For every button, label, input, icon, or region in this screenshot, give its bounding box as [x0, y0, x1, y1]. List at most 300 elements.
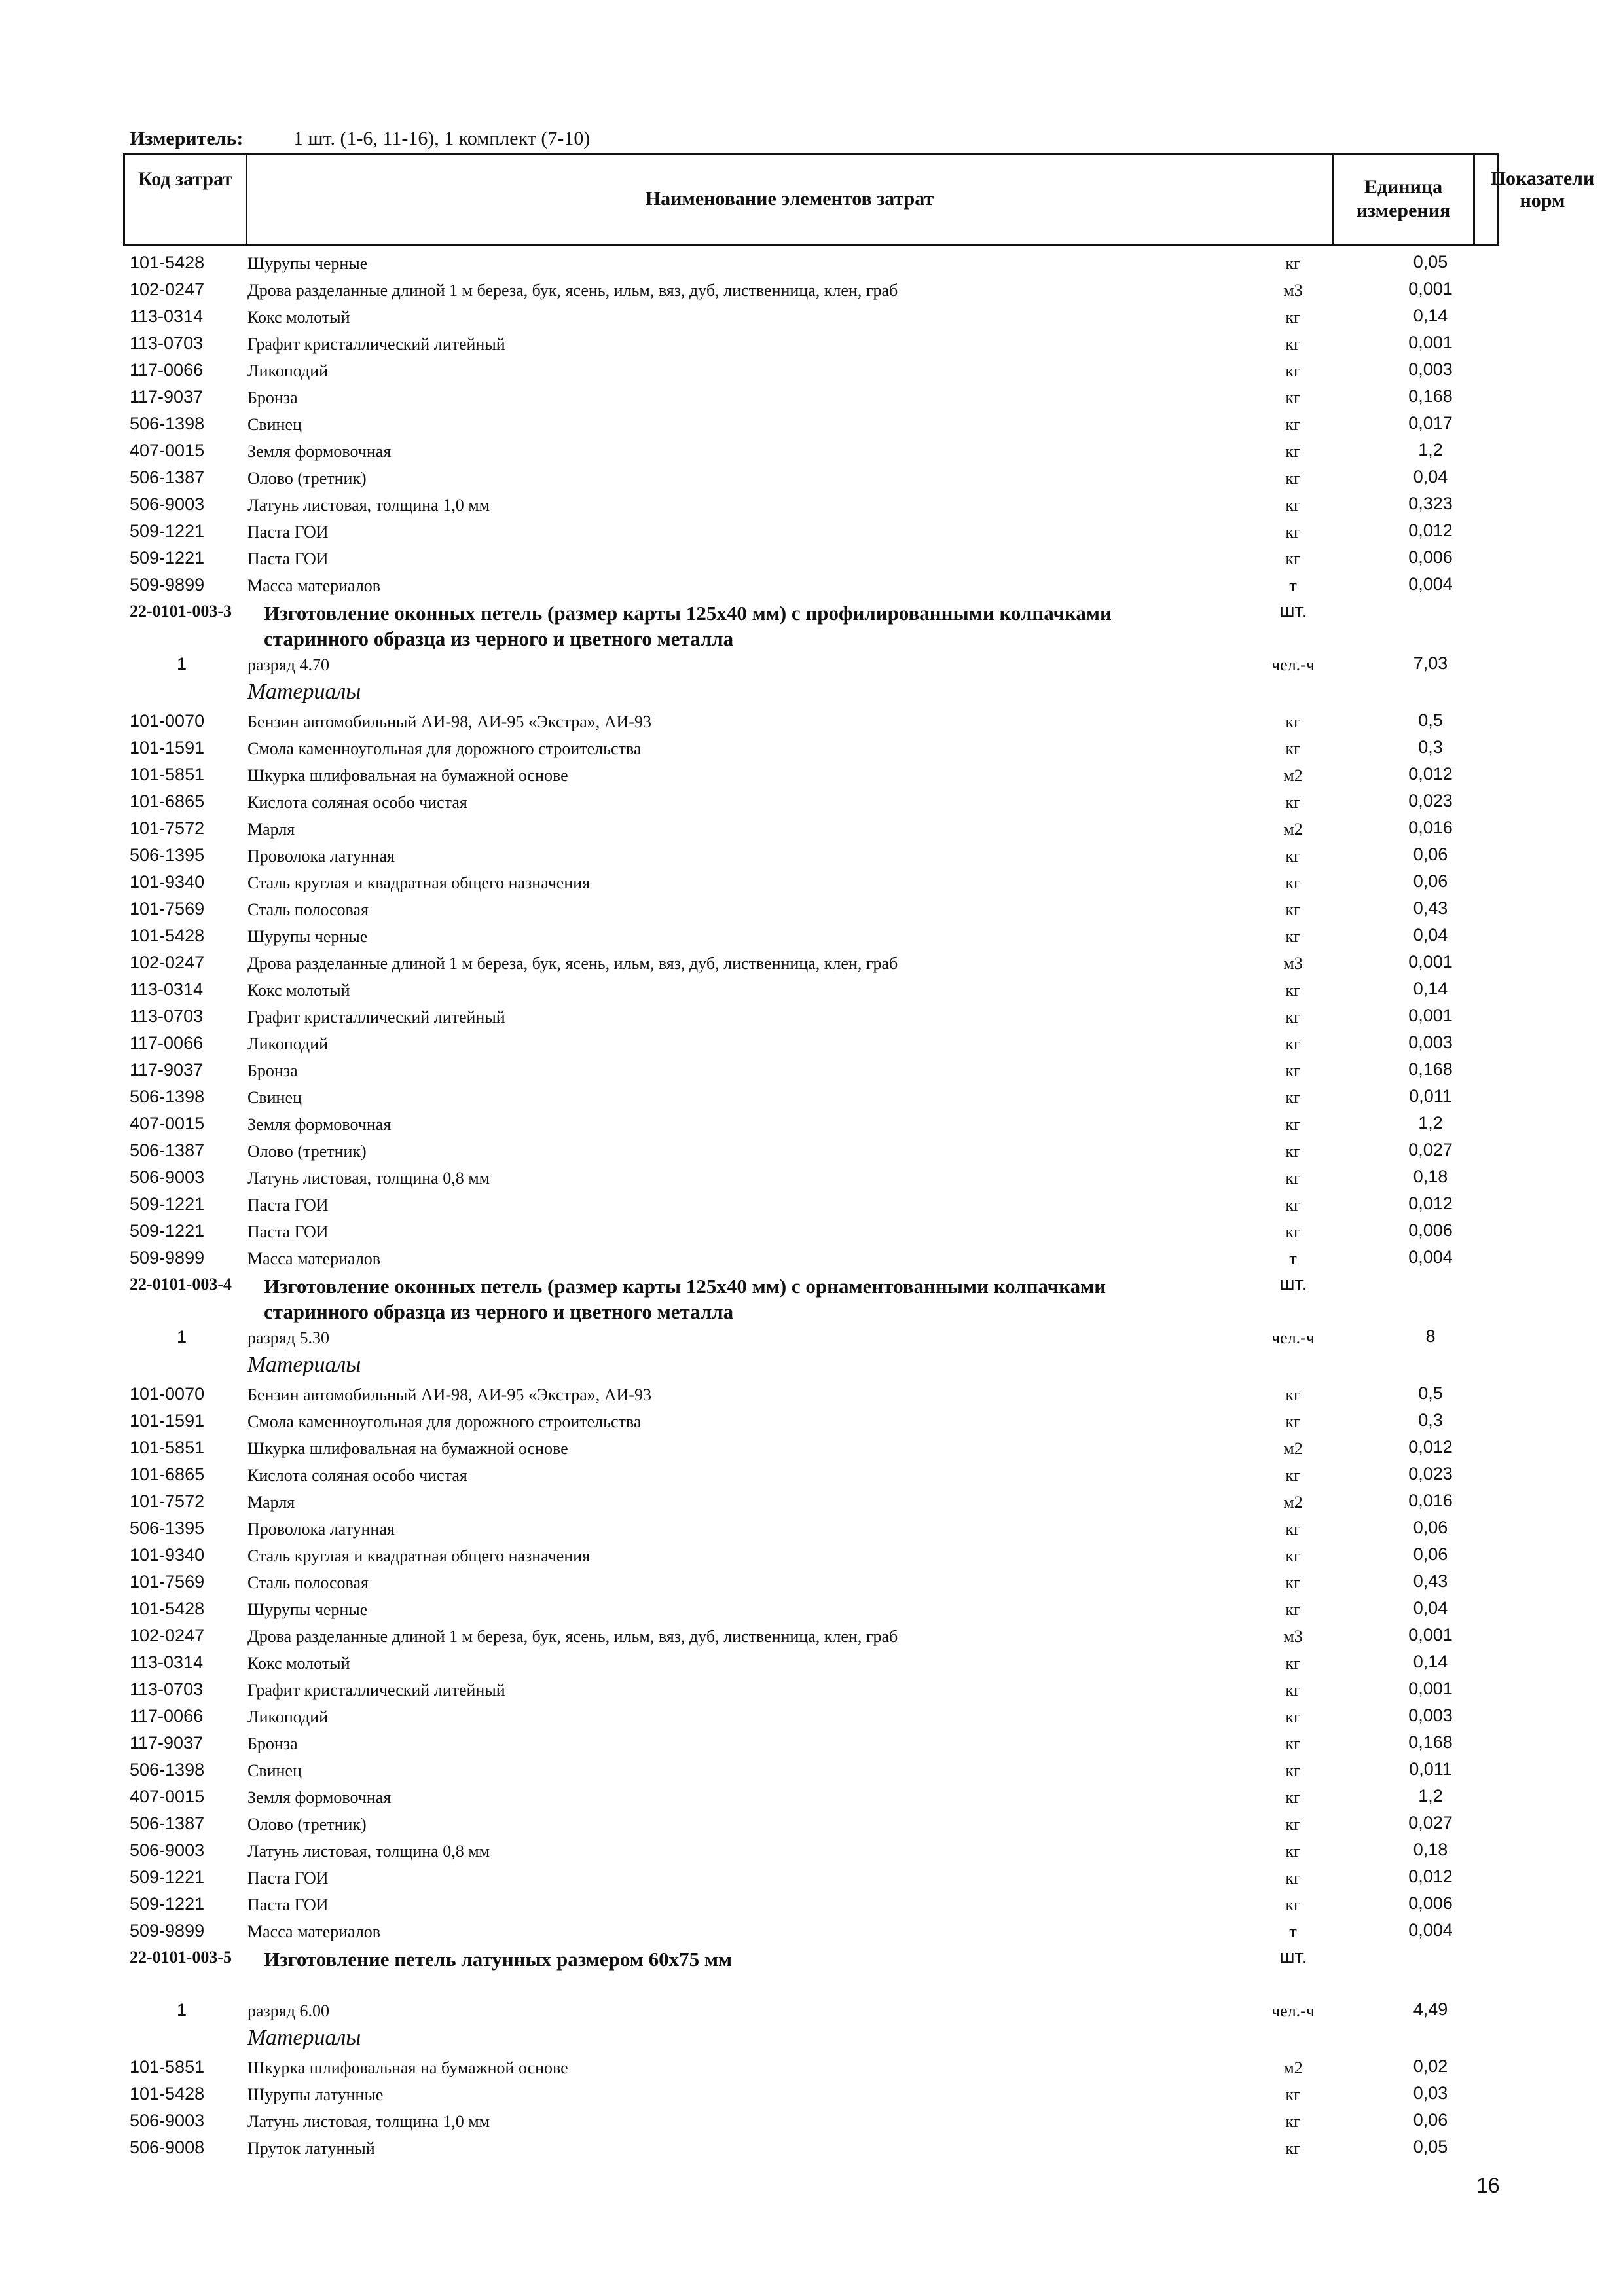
unit: кг [1285, 522, 1301, 541]
cost-code: 117-9037 [130, 1060, 204, 1080]
unit: кг [1285, 1761, 1301, 1780]
cost-code: 506-1398 [130, 414, 205, 433]
element-name: Шкурка шлифовальная на бумажной основе [247, 766, 568, 785]
cost-code: 22-0101-003-5 [130, 1948, 232, 1967]
norm-value: 0,5 [1418, 710, 1443, 730]
norm-value: 0,012 [1408, 520, 1453, 540]
unit: кг [1285, 847, 1301, 866]
table-row [0, 1890, 1623, 1917]
cost-code: 101-0070 [130, 1384, 205, 1404]
unit: кг [1285, 308, 1301, 327]
cost-code: 509-9899 [130, 1248, 205, 1267]
unit: шт. [1279, 1273, 1307, 1294]
element-name: Сталь полосовая [247, 900, 369, 919]
cost-code: 506-1387 [130, 467, 205, 487]
norm-value: 0,323 [1408, 494, 1453, 513]
element-name: Масса материалов [247, 1922, 381, 1941]
table-row [0, 1863, 1623, 1890]
element-name: Свинец [247, 415, 302, 434]
norm-value: 0,012 [1408, 1194, 1453, 1213]
norm-value: 0,168 [1408, 1059, 1453, 1079]
cost-code: 506-1398 [130, 1087, 205, 1106]
cost-code: 117-0066 [130, 360, 204, 380]
table-row [0, 356, 1623, 383]
table-row [0, 249, 1623, 276]
element-name: Земля формовочная [247, 1788, 392, 1807]
norm-value: 0,001 [1408, 279, 1453, 299]
table-body [0, 249, 1623, 2160]
cost-code: 113-0314 [130, 1652, 204, 1672]
section-header-row [0, 1944, 1623, 1996]
element-name: Кислота соляная особо чистая [247, 793, 467, 812]
table-row [0, 571, 1623, 598]
unit: кг [1285, 1681, 1301, 1700]
table-row [0, 788, 1623, 814]
unit: м3 [1283, 1627, 1303, 1646]
norm-value: 1,2 [1418, 440, 1443, 460]
cost-code: 506-9003 [130, 1167, 205, 1187]
unit: кг [1285, 549, 1301, 568]
cost-code: 101-5428 [130, 2084, 205, 2104]
unit: кг [1285, 1895, 1301, 1914]
element-name: Паста ГОИ [247, 1195, 329, 1214]
table-row [0, 1029, 1623, 1056]
element-name: Олово (третник) [247, 1815, 367, 1834]
table-row [0, 544, 1623, 571]
labor-row [0, 1323, 1623, 1350]
norm-value: 0,023 [1408, 1464, 1453, 1484]
norm-value: 0,04 [1413, 925, 1448, 945]
norm-value: 0,02 [1413, 2056, 1448, 2076]
norm-value: 0,012 [1408, 764, 1453, 784]
cost-code: 101-5851 [130, 2057, 205, 2077]
element-name: разряд 6.00 [247, 2001, 329, 2020]
unit: кг [1285, 927, 1301, 946]
element-name: Материалы [247, 680, 361, 704]
cost-code: 509-1221 [130, 1194, 205, 1214]
unit: кг [1285, 1788, 1301, 1807]
table-row [0, 1917, 1623, 1944]
table-row [0, 1836, 1623, 1863]
table-row [0, 437, 1623, 464]
element-name: Марля [247, 1493, 295, 1512]
header-name: Наименование элементов затрат [247, 155, 1334, 244]
unit: кг [1285, 2139, 1301, 2158]
unit: кг [1285, 1546, 1301, 1565]
cost-code: 509-1221 [130, 1894, 205, 1914]
norm-value: 0,011 [1409, 1759, 1452, 1779]
table-row [0, 1702, 1623, 1729]
element-name: Бронза [247, 1734, 298, 1753]
norm-value: 0,001 [1408, 1679, 1453, 1698]
unit: м3 [1283, 281, 1303, 300]
element-name: Кокс молотый [247, 981, 350, 1000]
unit: м2 [1283, 820, 1303, 839]
element-name: Бензин автомобильный АИ-98, АИ-95 «Экстра», АИ-93 [247, 712, 651, 731]
cost-code: 101-0070 [130, 711, 205, 731]
unit: шт. [1279, 1946, 1307, 1967]
table-row [0, 949, 1623, 975]
element-name: Олово (третник) [247, 1142, 367, 1161]
element-name: Дрова разделанные длиной 1 м береза, бук, ясень, ильм, вяз, дуб, лиственница, клен, граб [247, 1627, 898, 1646]
unit: м2 [1283, 1493, 1303, 1512]
norm-value: 0,18 [1413, 1840, 1448, 1859]
subsection-row [0, 1350, 1623, 1380]
element-name: Земля формовочная [247, 1115, 392, 1134]
element-name: Бронза [247, 388, 298, 407]
norm-value: 0,016 [1408, 1491, 1453, 1510]
norm-value: 0,04 [1413, 1598, 1448, 1618]
cost-code: 509-9899 [130, 1921, 205, 1941]
unit: кг [1285, 361, 1301, 380]
cost-code: 506-9008 [130, 2138, 205, 2157]
element-name: Свинец [247, 1088, 302, 1107]
element-name: Проволока латунная [247, 1520, 395, 1539]
element-name: Материалы [247, 1353, 361, 1377]
unit: кг [1285, 1868, 1301, 1887]
cost-code: 407-0015 [130, 441, 205, 460]
subsection-row [0, 677, 1623, 707]
element-name: Паста ГОИ [247, 549, 329, 568]
cost-code: 101-5851 [130, 765, 205, 784]
unit: кг [1285, 900, 1301, 919]
cost-code: 101-6865 [130, 792, 205, 811]
element-name: Шурупы латунные [247, 2085, 384, 2104]
table-row [0, 329, 1623, 356]
table-row [0, 1783, 1623, 1810]
table-row [0, 1002, 1623, 1029]
cost-code: 117-0066 [130, 1706, 204, 1726]
norm-value: 0,012 [1408, 1867, 1453, 1886]
table-row [0, 302, 1623, 329]
unit: чел.-ч [1271, 1328, 1315, 1347]
unit: кг [1285, 2112, 1301, 2131]
table-row [0, 1729, 1623, 1756]
element-name: Латунь листовая, толщина 0,8 мм [247, 1842, 490, 1861]
table-row [0, 1622, 1623, 1649]
table-row [0, 517, 1623, 544]
unit: кг [1285, 1034, 1301, 1053]
cost-code: 113-0703 [130, 1679, 204, 1699]
page-number: 16 [1476, 2174, 1500, 2197]
norm-value: 0,3 [1418, 1410, 1443, 1430]
cost-code: 506-1387 [130, 1813, 205, 1833]
element-name: Дрова разделанные длиной 1 м береза, бук, ясень, ильм, вяз, дуб, лиственница, клен, граб [247, 281, 898, 300]
norm-value: 0,3 [1418, 737, 1443, 757]
element-name: Латунь листовая, толщина 1,0 мм [247, 2112, 490, 2131]
unit: м2 [1283, 766, 1303, 785]
element-name: Изготовление петель латунных размером 60x75 мм [264, 1948, 733, 1971]
unit: кг [1285, 415, 1301, 434]
element-name: Кокс молотый [247, 308, 350, 327]
section-header-row [0, 598, 1623, 650]
unit: чел.-ч [1271, 655, 1315, 674]
table-row [0, 1756, 1623, 1783]
unit: кг [1285, 1573, 1301, 1592]
cost-code: 101-5851 [130, 1438, 205, 1457]
cost-code: 101-7572 [130, 1491, 205, 1511]
cost-code: 407-0015 [130, 1114, 205, 1133]
subsection-row [0, 2023, 1623, 2053]
cost-code: 1 [177, 1327, 187, 1347]
unit: кг [1285, 793, 1301, 812]
cost-code: 101-1591 [130, 738, 205, 757]
unit: кг [1285, 1466, 1301, 1485]
element-name: Проволока латунная [247, 847, 395, 866]
element-name: Бронза [247, 1061, 298, 1080]
norm-value: 0,017 [1408, 413, 1453, 433]
unit: шт. [1279, 600, 1307, 621]
unit: кг [1285, 1842, 1301, 1861]
table-row [0, 1217, 1623, 1244]
norm-value: 0,003 [1408, 1705, 1453, 1725]
table-row [0, 2080, 1623, 2107]
norm-value: 0,06 [1413, 871, 1448, 891]
element-name: Земля формовочная [247, 442, 392, 461]
norm-value: 0,027 [1408, 1140, 1453, 1159]
element-name: Изготовление оконных петель (размер карты 125x40 мм) с профилированными колпачками старинного образца из черного и цветного металла [264, 602, 1112, 650]
unit: кг [1285, 739, 1301, 758]
norm-value: 0,001 [1408, 333, 1453, 352]
element-name: Шурупы черные [247, 927, 368, 946]
element-name: Изготовление оконных петель (размер карты 125x40 мм) с орнаментованными колпачками старинного образца из черного и цветного металла [264, 1275, 1106, 1323]
norm-value: 4,49 [1413, 1999, 1448, 2019]
table-row [0, 1541, 1623, 1568]
cost-code: 509-1221 [130, 1867, 205, 1887]
norm-value: 8 [1425, 1326, 1436, 1346]
element-name: Свинец [247, 1761, 302, 1780]
table-row [0, 1163, 1623, 1190]
cost-code: 1 [177, 654, 187, 674]
cost-code: 1 [177, 2000, 187, 2020]
cost-code: 101-7569 [130, 899, 205, 919]
table-row [0, 814, 1623, 841]
unit: кг [1285, 1815, 1301, 1834]
unit: кг [1285, 1520, 1301, 1539]
norm-value: 0,006 [1408, 547, 1453, 567]
element-name: Паста ГОИ [247, 1222, 329, 1241]
table-row [0, 841, 1623, 868]
unit: кг [1285, 1412, 1301, 1431]
element-name: Масса материалов [247, 1249, 381, 1268]
norm-value: 0,168 [1408, 1732, 1453, 1752]
unit: кг [1285, 335, 1301, 354]
table-row [0, 1056, 1623, 1083]
element-name: Марля [247, 820, 295, 839]
table-row [0, 1514, 1623, 1541]
cost-code: 509-1221 [130, 521, 205, 541]
table-row [0, 707, 1623, 734]
table-row [0, 1190, 1623, 1217]
element-name: Масса материалов [247, 576, 381, 595]
norm-value: 0,05 [1413, 252, 1448, 272]
unit: кг [1285, 1169, 1301, 1188]
unit: кг [1285, 388, 1301, 407]
norm-value: 0,14 [1413, 306, 1448, 325]
cost-code: 407-0015 [130, 1787, 205, 1806]
norm-value: 1,2 [1418, 1786, 1443, 1806]
norm-value: 0,006 [1408, 1220, 1453, 1240]
element-name: Латунь листовая, толщина 1,0 мм [247, 496, 490, 515]
table-row [0, 1380, 1623, 1407]
element-name: Сталь круглая и квадратная общего назначения [247, 1546, 591, 1565]
norm-value: 0,05 [1413, 2137, 1448, 2157]
norm-value: 0,06 [1413, 1544, 1448, 1564]
cost-code: 509-1221 [130, 548, 205, 568]
unit: кг [1285, 1142, 1301, 1161]
cost-code: 101-5428 [130, 1599, 205, 1618]
norm-value: 0,03 [1413, 2083, 1448, 2103]
cost-code: 117-9037 [130, 1733, 204, 1753]
meter-label: Измеритель: [130, 128, 244, 149]
unit: т [1289, 1922, 1297, 1941]
cost-code: 101-7572 [130, 818, 205, 838]
cost-code: 22-0101-003-4 [130, 1275, 232, 1294]
cost-code: 506-9003 [130, 2111, 205, 2130]
element-name: Сталь круглая и квадратная общего назначения [247, 873, 591, 892]
unit: кг [1285, 1734, 1301, 1753]
element-name: разряд 4.70 [247, 655, 329, 674]
unit: м2 [1283, 1439, 1303, 1458]
cost-code: 506-9003 [130, 1840, 205, 1860]
unit: чел.-ч [1271, 2001, 1315, 2020]
cost-code: 102-0247 [130, 953, 205, 972]
table-row [0, 1110, 1623, 1137]
element-name: Бензин автомобильный АИ-98, АИ-95 «Экстра», АИ-93 [247, 1385, 651, 1404]
norm-value: 0,06 [1413, 2110, 1448, 2130]
table-row [0, 761, 1623, 788]
norm-value: 0,43 [1413, 898, 1448, 918]
norm-value: 0,012 [1408, 1437, 1453, 1457]
table-row [0, 464, 1623, 490]
element-name: Кислота соляная особо чистая [247, 1466, 467, 1485]
table-row [0, 276, 1623, 302]
norm-value: 0,18 [1413, 1167, 1448, 1186]
table-header [123, 153, 1595, 246]
cost-code: 102-0247 [130, 280, 205, 299]
unit: кг [1285, 1061, 1301, 1080]
norm-value: 0,001 [1408, 1006, 1453, 1025]
unit: кг [1285, 254, 1301, 273]
cost-code: 101-9340 [130, 872, 205, 892]
element-name: Смола каменноугольная для дорожного строительства [247, 1412, 642, 1431]
table-row [0, 490, 1623, 517]
cost-code: 101-6865 [130, 1465, 205, 1484]
table-row [0, 410, 1623, 437]
table-row [0, 1675, 1623, 1702]
cost-code: 113-0703 [130, 1006, 204, 1026]
norm-value: 0,016 [1408, 818, 1453, 837]
element-name: Графит кристаллический литейный [247, 1681, 505, 1700]
table-row [0, 1461, 1623, 1487]
unit: т [1289, 576, 1297, 595]
norm-value: 0,14 [1413, 1652, 1448, 1671]
norm-value: 0,43 [1413, 1571, 1448, 1591]
norm-value: 0,14 [1413, 979, 1448, 998]
cost-code: 113-0703 [130, 333, 204, 353]
cost-code: 506-1395 [130, 845, 205, 865]
norm-value: 0,023 [1408, 791, 1453, 811]
unit: кг [1285, 1385, 1301, 1404]
unit: кг [1285, 1115, 1301, 1134]
cost-code: 101-5428 [130, 926, 205, 945]
element-name: Шурупы черные [247, 254, 368, 273]
element-name: Графит кристаллический литейный [247, 335, 505, 354]
norm-value: 0,004 [1408, 574, 1453, 594]
table-row [0, 975, 1623, 1002]
table-row [0, 1244, 1623, 1271]
norm-value: 0,06 [1413, 845, 1448, 864]
cost-code: 113-0314 [130, 306, 204, 326]
cost-code: 113-0314 [130, 979, 204, 999]
meter-value: 1 шт. (1-6, 11-16), 1 комплект (7-10) [293, 128, 591, 149]
unit: кг [1285, 469, 1301, 488]
cost-code: 506-9003 [130, 494, 205, 514]
cost-code: 101-9340 [130, 1545, 205, 1565]
norm-value: 7,03 [1413, 653, 1448, 673]
norm-value: 0,004 [1408, 1247, 1453, 1267]
element-name: Олово (третник) [247, 469, 367, 488]
element-name: Паста ГОИ [247, 522, 329, 541]
element-name: Шкурка шлифовальная на бумажной основе [247, 2058, 568, 2077]
norm-value: 0,001 [1408, 1625, 1453, 1645]
norm-value: 1,2 [1418, 1113, 1443, 1133]
unit: кг [1285, 712, 1301, 731]
norm-value: 0,011 [1409, 1086, 1452, 1106]
unit: кг [1285, 1707, 1301, 1726]
norm-value: 0,027 [1408, 1813, 1453, 1832]
norm-value: 0,001 [1408, 952, 1453, 972]
cost-code: 101-7569 [130, 1572, 205, 1592]
norm-value: 0,003 [1408, 359, 1453, 379]
element-name: Графит кристаллический литейный [247, 1008, 505, 1027]
element-name: разряд 5.30 [247, 1328, 329, 1347]
unit: кг [1285, 981, 1301, 1000]
cost-code: 102-0247 [130, 1626, 205, 1645]
unit: кг [1285, 1008, 1301, 1027]
unit: кг [1285, 2085, 1301, 2104]
unit: кг [1285, 1222, 1301, 1241]
labor-row [0, 650, 1623, 677]
unit: кг [1285, 496, 1301, 515]
table-row [0, 2107, 1623, 2134]
element-name: Шурупы черные [247, 1600, 368, 1619]
unit: кг [1285, 442, 1301, 461]
unit: кг [1285, 873, 1301, 892]
norm-value: 0,004 [1408, 1920, 1453, 1940]
cost-code: 506-1395 [130, 1518, 205, 1538]
table-row [0, 2134, 1623, 2160]
cost-code: 509-9899 [130, 575, 205, 594]
section-header-row [0, 1271, 1623, 1323]
element-name: Смола каменноугольная для дорожного строительства [247, 739, 642, 758]
element-name: Паста ГОИ [247, 1895, 329, 1914]
header-code: Код затрат [125, 155, 247, 244]
table-row [0, 922, 1623, 949]
unit: кг [1285, 1088, 1301, 1107]
table-row [0, 1083, 1623, 1110]
table-row [0, 1407, 1623, 1434]
element-name: Латунь листовая, толщина 0,8 мм [247, 1169, 490, 1188]
table-row [0, 868, 1623, 895]
cost-code: 117-9037 [130, 387, 204, 407]
cost-code: 101-1591 [130, 1411, 205, 1430]
table-row [0, 1137, 1623, 1163]
table-row [0, 1568, 1623, 1595]
cost-code: 509-1221 [130, 1221, 205, 1241]
table-row [0, 734, 1623, 761]
unit: м2 [1283, 2058, 1303, 2077]
